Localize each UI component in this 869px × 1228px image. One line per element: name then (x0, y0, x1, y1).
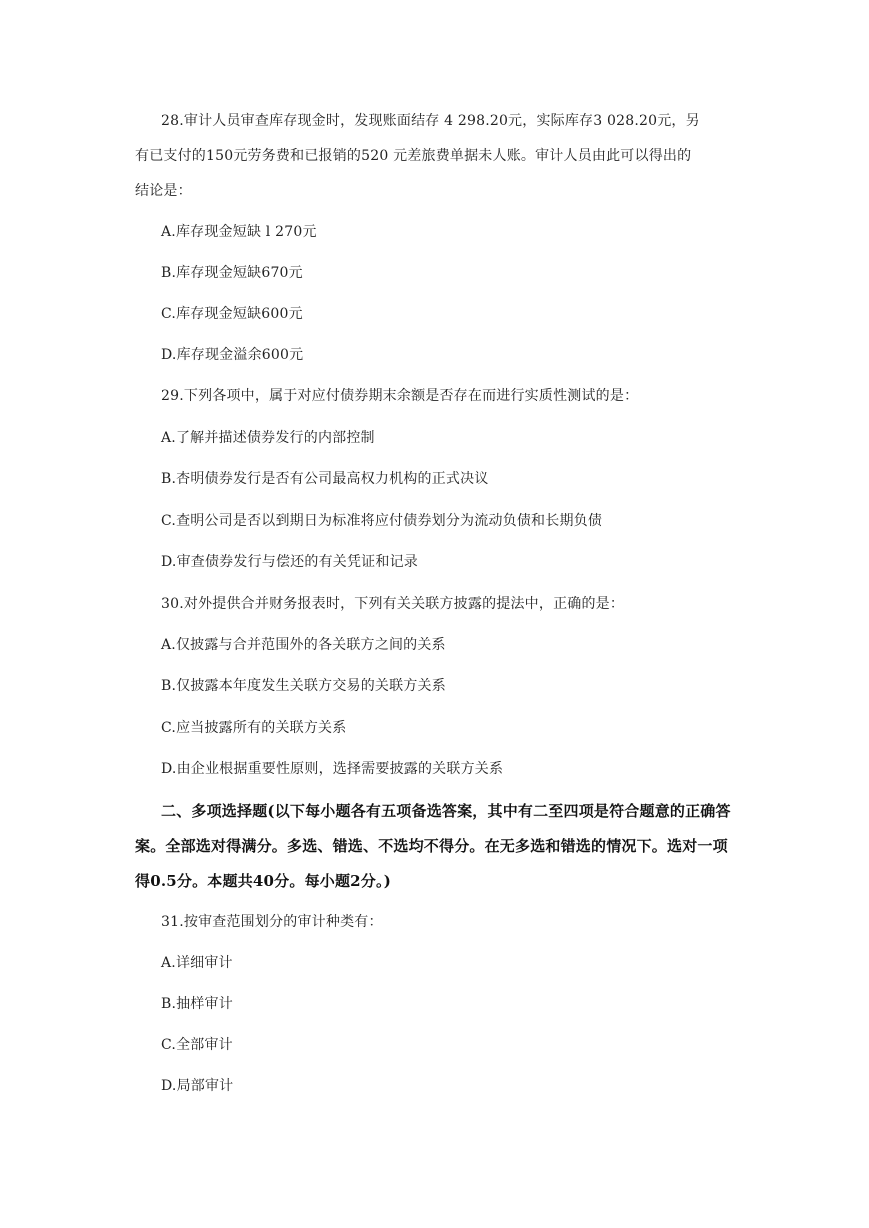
q30-option-c: C.应当披露所有的关联方关系 (161, 720, 347, 736)
q28-option-a: A.库存现金短缺 l 270元 (161, 224, 317, 240)
q31-option-c: C.全部审计 (161, 1037, 233, 1053)
q28-option-b: B.库存现金短缺670元 (161, 265, 303, 281)
q29-option-a: A.了解并描述债券发行的内部控制 (161, 430, 375, 446)
q30-option-a: A.仅披露与合并范围外的各关联方之间的关系 (161, 637, 446, 653)
q28-stem-line-3: 结论是： (135, 183, 192, 199)
q30-option-b: B.仅披露本年度发生关联方交易的关联方关系 (161, 678, 446, 694)
q31-option-d: D.局部审计 (161, 1078, 234, 1094)
q31-option-a: A.详细审计 (161, 955, 233, 971)
q31-option-b: B.抽样审计 (161, 996, 233, 1012)
q30-option-d: D.由企业根据重要性原则，选择需要披露的关联方关系 (161, 761, 504, 777)
section-2-heading-line-3: 得0.5分。本题共40分。每小题2分。) (135, 872, 392, 890)
q29-option-b: B.杏明债券发行是否有公司最高权力机构的正式决议 (161, 471, 489, 487)
q29-option-c: C.查明公司是否以到期日为标准将应付债券划分为流动负债和长期负债 (161, 513, 603, 529)
section-2-heading-line-2: 案。全部选对得满分。多选、错选、不选均不得分。在无多选和错选的情况下。选对一项 (135, 837, 728, 855)
section-2-heading-line-1: 二、多项选择题(以下每小题各有五项备选答案，其中有二至四项是符合题意的正确答 (161, 802, 731, 820)
q31-stem: 31.按审查范围划分的审计种类有： (161, 914, 383, 930)
q28-option-d: D.库存现金溢余600元 (161, 347, 304, 363)
q28-stem-line-1: 28.审计人员审查库存现金时，发现账面结存 4 298.20元，实际库存3 028.20元，另 (161, 113, 700, 129)
q28-stem-line-2: 有已支付的150元劳务费和已报销的520 元差旅费单据未人账。审计人员由此可以得出的 (135, 148, 692, 164)
q29-option-d: D.审查债券发行与偿还的有关凭证和记录 (161, 554, 418, 570)
q28-option-c: C.库存现金短缺600元 (161, 306, 303, 322)
q29-stem: 29.下列各项中，属于对应付债券期末余额是否存在而进行实质性测试的是： (161, 388, 639, 404)
q30-stem: 30.对外提供合并财务报表时，下列有关关联方披露的提法中，正确的是： (161, 596, 625, 612)
